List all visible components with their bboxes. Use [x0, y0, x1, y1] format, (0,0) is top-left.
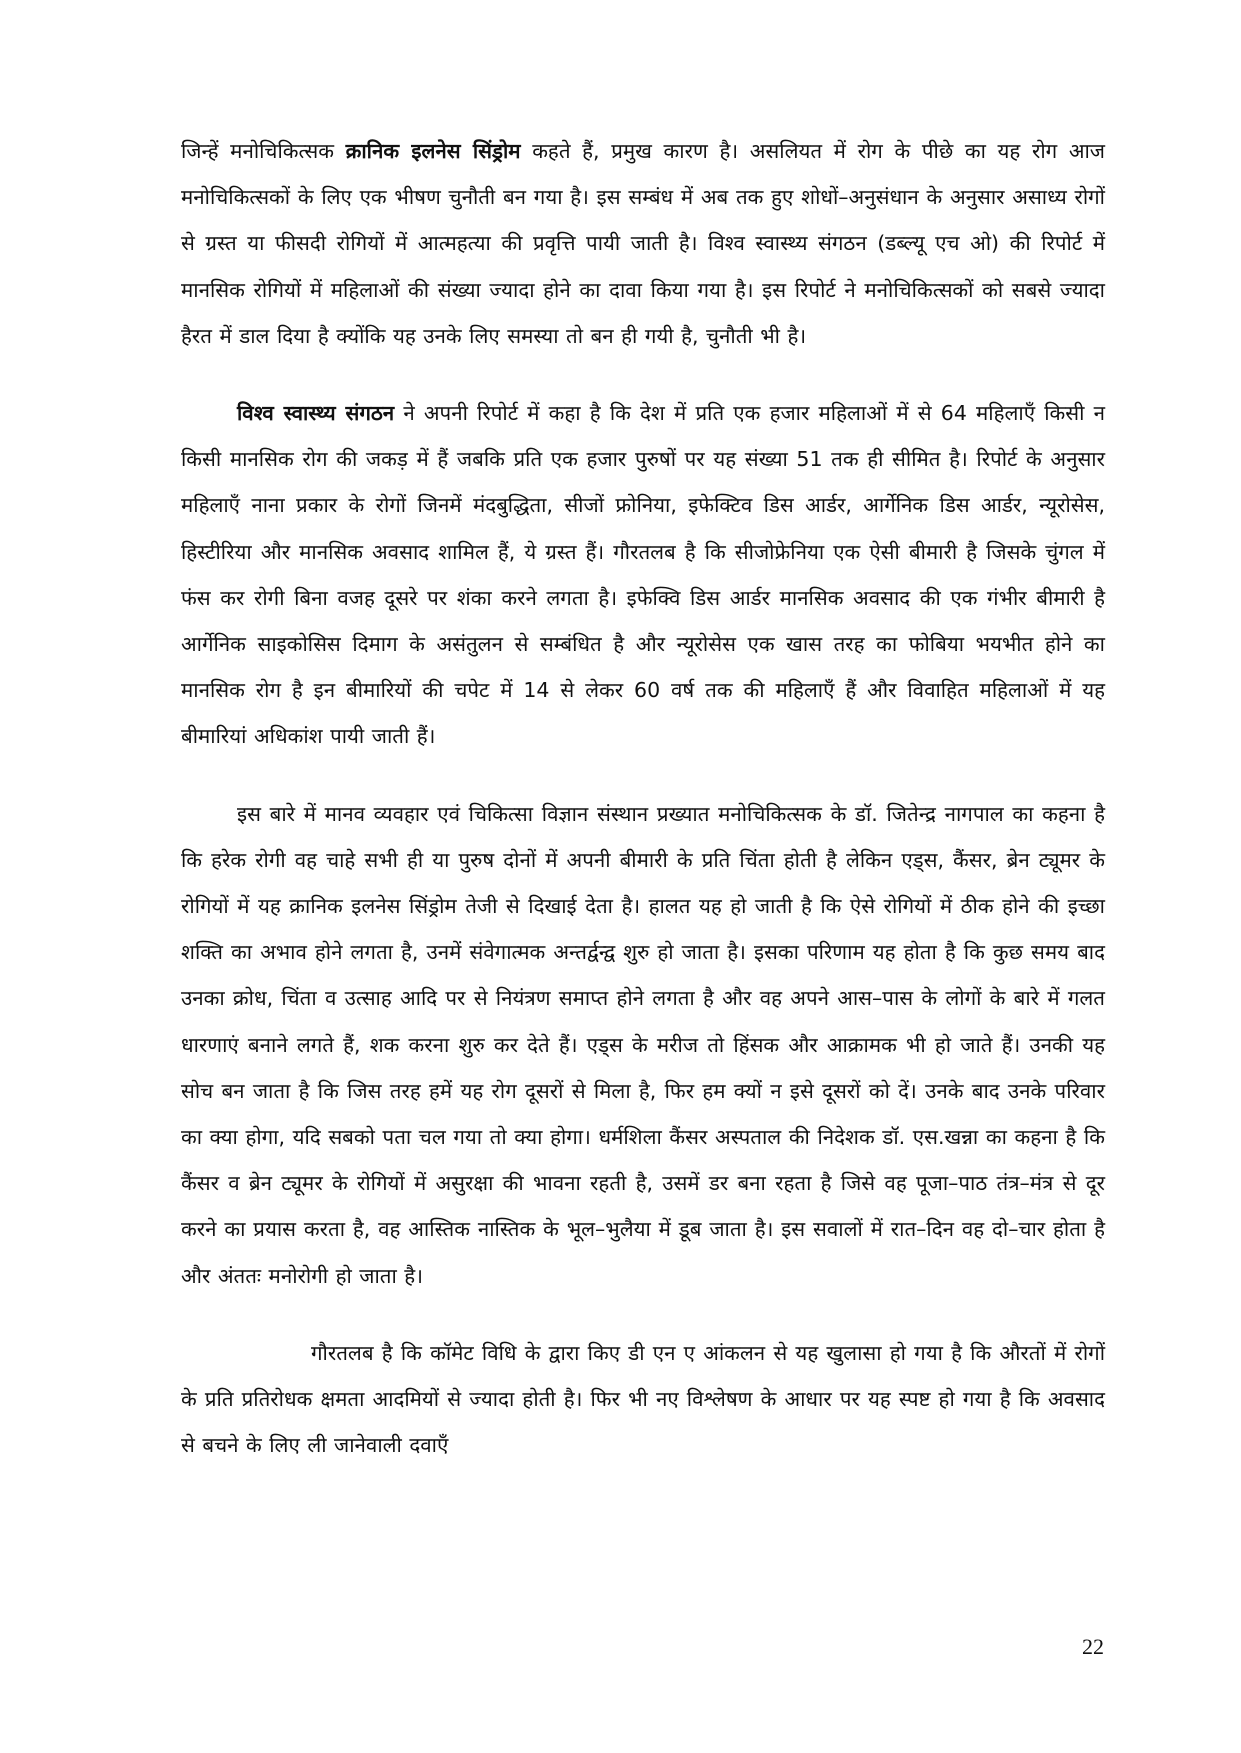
text-segment: जिन्हें मनोचिकित्सक — [181, 139, 346, 163]
page-number: 22 — [1082, 1634, 1104, 1659]
text-segment: कहते हैं, प्रमुख कारण है। असलियत में रोग के पीछे का यह रोग आज मनोचिकित्सकों के लिए एक भीषण चुनौती बन गया है। इस सम्बंध में अब तक हुए शोधों–अनुसंधान के अनुसार असाध्य रोगों से ग्रस्त या फीसदी रोगियों में आत्महत्या की प्रवृत्ति पायी जाती है। विश्व स्वास्थ्य संगठन (डब्ल्यू एच ओ) की रिपोर्ट में मानसिक रोगियों में महिलाओं की संख्या ज्यादा होने का दावा किया गया है। इस रिपोर्ट ने मनोचिकित्सकों को सबसे ज्यादा हैरत में डाल दिया है क्योंकि यह उनके लिए समस्या तो बन ही गयी है, चुनौती भी है। — [181, 139, 1105, 348]
bold-term-chronic-illness-syndrome: क्रानिक इलनेस सिंड्रोम — [345, 139, 521, 163]
text-segment: गौरतलब है कि कॉमेट विधि के द्वारा किए डी एन ए आंकलन से यह खुलासा हो गया है कि औरतों में रोगों के प्रति प्रतिरोधक क्षमता आदमियों से ज्यादा होती है। फिर भी नए विश्लेषण के आधार पर यह स्पष्ट हो गया है कि अवसाद से बचने के लिए ली जानेवाली दवाएँ — [181, 1340, 1105, 1458]
text-segment: इस बारे में मानव व्यवहार एवं चिकित्सा विज्ञान संस्थान प्रख्यात मनोचिकित्सक के डॉ. जितेन्द्र नागपाल का कहना है कि हरेक रोगी वह चाहे सभी ही या पुरुष दोनों में अपनी बीमारी के प्रति चिंता होती है लेकिन एड्स, कैंसर, ब्रेन ट्यूमर के रोगियों में यह क्रानिक इलनेस सिंड्रोम तेजी से दिखाई देता है। हालत यह हो जाती है कि ऐसे रोगियों में ठीक होने की इच्छा शक्ति का अभाव होने लगता है, उनमें संवेगात्मक अन्तर्द्वन्द्व शुरु हो जाता है। इसका परिणाम यह होता है कि कुछ समय बाद उनका क्रोध, चिंता व उत्साह आदि पर से नियंत्रण समाप्त होने लगता है और वह अपने आस–पास के लोगों के बारे में गलत धारणाएं बनाने लगते हैं, शक करना शुरु कर देते हैं। एड्स के मरीज तो हिंसक और आक्रामक भी हो जाते हैं। उनकी यह सोच बन जाता है कि जिस तरह हमें यह रोग दूसरों से मिला है, फिर हम क्यों न इसे दूसरों को दें। उनके बाद उनके परिवार का क्या होगा, यदि सबको पता चल गया तो क्या होगा। धर्मशिला कैंसर अस्पताल की निदेशक डॉ. एस.खन्ना का कहना है कि कैंसर व ब्रेन ट्यूमर के रोगियों में असुरक्षा की भावना रहती है, उसमें डर बना रहता है जिसे वह पूजा–पाठ तंत्र–मंत्र से दूर करने का प्रयास करता है, वह आस्तिक नास्तिक के भूल–भुलैया में डूब जाता है। इस सवालों में रात–दिन वह दो–चार होता है और अंततः मनोरोगी हो जाता है। — [181, 801, 1105, 1288]
bold-term-who: विश्व स्वास्थ्य संगठन — [237, 401, 395, 426]
paragraph-2 — [181, 390, 1105, 760]
text-segment: ने अपनी रिपोर्ट में कहा है कि देश में प्रति एक हजार महिलाओं में से 64 महिलाएँ किसी न किसी मानसिक रोग की जकड़ में हैं जबकि प्रति एक हजार पुरुषों पर यह संख्या 51 तक ही सीमित है। रिपोर्ट के अनुसार महिलाएँ नाना प्रकार के रोगों जिनमें मंदबुद्धिता, सीजों फ्रोनिया, इफेक्टिव डिस आर्डर, आर्गेनिक डिस आर्डर, न्यूरोसेस, हिस्टीरिया और मानसिक अवसाद शामिल हैं, ये ग्रस्त हैं। गौरतलब है कि सीजोफ्रेनिया एक ऐसी बीमारी है जिसके चुंगल में फंस कर रोगी बिना वजह दूसरे पर शंका करने लगता है। इफेक्वि डिस आर्डर मानसिक अवसाद की एक गंभीर बीमारी है आर्गेनिक साइकोसिस दिमाग के असंतुलन से सम्बंधित है और न्यूरोसेस एक खास तरह का फोबिया भयभीत होने का मानसिक रोग है इन बीमारियों की चपेट में 14 से लेकर 60 वर्ष तक की महिलाएँ हैं और विवाहित महिलाओं में यह बीमारियां अधिकांश पायी जाती हैं। — [181, 401, 1105, 749]
paragraph-4 — [181, 1330, 1105, 1469]
document-page — [181, 128, 1105, 1499]
paragraph-1 — [181, 128, 1105, 359]
paragraph-3 — [181, 791, 1105, 1299]
